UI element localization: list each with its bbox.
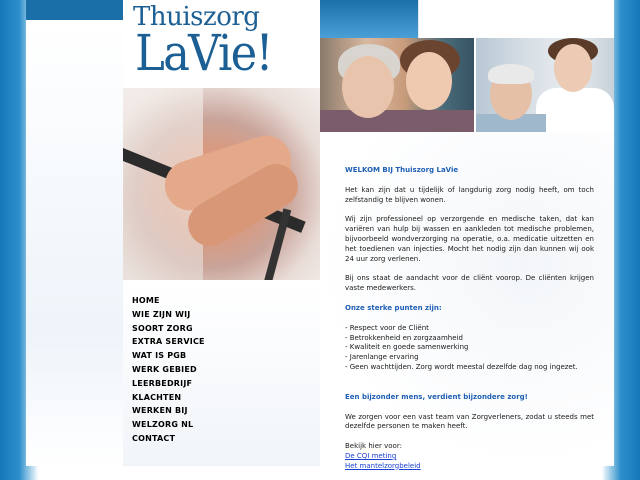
nav-item-welzorg-nl[interactable]: WELZORG NL bbox=[132, 420, 194, 430]
client-focus-paragraph: Bij ons staat de aandacht voor de cliënt voorop. De cliënten krijgen vaste medewerkers. bbox=[345, 274, 594, 293]
services-paragraph: Wij zijn professioneel op verzorgende en medische taken, dat kan variëren van hulp bij wassen en aankleden tot medische problemen, bijvoorbeeld wondverzorging na operatie, o.a. medicatie uitzetten en het toedienen van injecties. Mocht het nodig zijn dan kunnen wij ook 24 uur zorg verlenen. bbox=[345, 215, 594, 263]
list-item: - Kwaliteit en goede samenwerking bbox=[345, 343, 469, 352]
mantelzorgbeleid-link[interactable]: Het mantelzorgbeleid bbox=[345, 461, 421, 470]
cqi-meting-link[interactable]: De CQI meting bbox=[345, 451, 397, 460]
list-item: - Jarenlange ervaring bbox=[345, 353, 419, 362]
top-color-block bbox=[320, 0, 418, 38]
welcome-heading: WELKOM BIJ Thuiszorg LaVie bbox=[345, 166, 459, 174]
list-item: - Respect voor de Cliënt bbox=[345, 323, 429, 332]
elderly-woman-caregiver-photo bbox=[320, 38, 474, 132]
hands-photo bbox=[123, 88, 320, 280]
nav-item-wie-zijn-wij[interactable]: WIE ZIJN WIJ bbox=[132, 309, 191, 319]
main-text bbox=[345, 166, 594, 472]
nav-item-klachten[interactable]: KLACHTEN bbox=[132, 392, 182, 402]
elderly-man-nurse-photo bbox=[476, 38, 614, 132]
logo-text-thuiszorg: Thuiszorg bbox=[133, 2, 260, 32]
logo-text-lavie: LaVie! bbox=[135, 24, 272, 82]
intro-paragraph: Het kan zijn dat u tijdelijk of langdurig zorg nodig heeft, om toch zelfstandig te blijven wonen. bbox=[345, 185, 594, 204]
nav-item-leerbedrijf[interactable]: LEERBEDRIJF bbox=[132, 378, 193, 388]
list-item: - Betrokkenheid en zorgzaamheid bbox=[345, 333, 463, 342]
nav-item-werken-bij[interactable]: WERKEN BIJ bbox=[132, 406, 188, 416]
slogan-heading: Een bijzonder mens, verdient bijzondere zorg! bbox=[345, 392, 528, 401]
top-white-block bbox=[418, 0, 614, 38]
strengths-list bbox=[345, 324, 594, 373]
site-logo[interactable] bbox=[123, 0, 320, 88]
nav-item-contact[interactable]: CONTACT bbox=[132, 433, 176, 443]
nav-item-home[interactable]: HOME bbox=[132, 296, 160, 305]
team-paragraph: We zorgen voor een vast team van Zorgverleners, zodat u steeds met dezelfde personen te maken heeft. bbox=[345, 412, 594, 431]
strengths-heading: Onze sterke punten zijn: bbox=[345, 303, 442, 312]
main-navigation bbox=[123, 280, 320, 466]
nav-item-werk-gebied[interactable]: WERK GEBIED bbox=[132, 364, 197, 374]
top-left-color-bar bbox=[26, 0, 123, 20]
nav-item-soort-zorg[interactable]: SOORT ZORG bbox=[132, 323, 193, 333]
list-item: - Geen wachttijden. Zorg wordt meestal dezelfde dag nog ingezet. bbox=[345, 362, 578, 371]
left-decorative-column bbox=[26, 20, 123, 466]
nav-item-wat-is-pgb[interactable]: WAT IS PGB bbox=[132, 351, 187, 361]
nav-item-extra-service[interactable]: EXTRA SERVICE bbox=[132, 337, 205, 347]
see-here-label: Bekijk hier voor: bbox=[345, 442, 402, 451]
